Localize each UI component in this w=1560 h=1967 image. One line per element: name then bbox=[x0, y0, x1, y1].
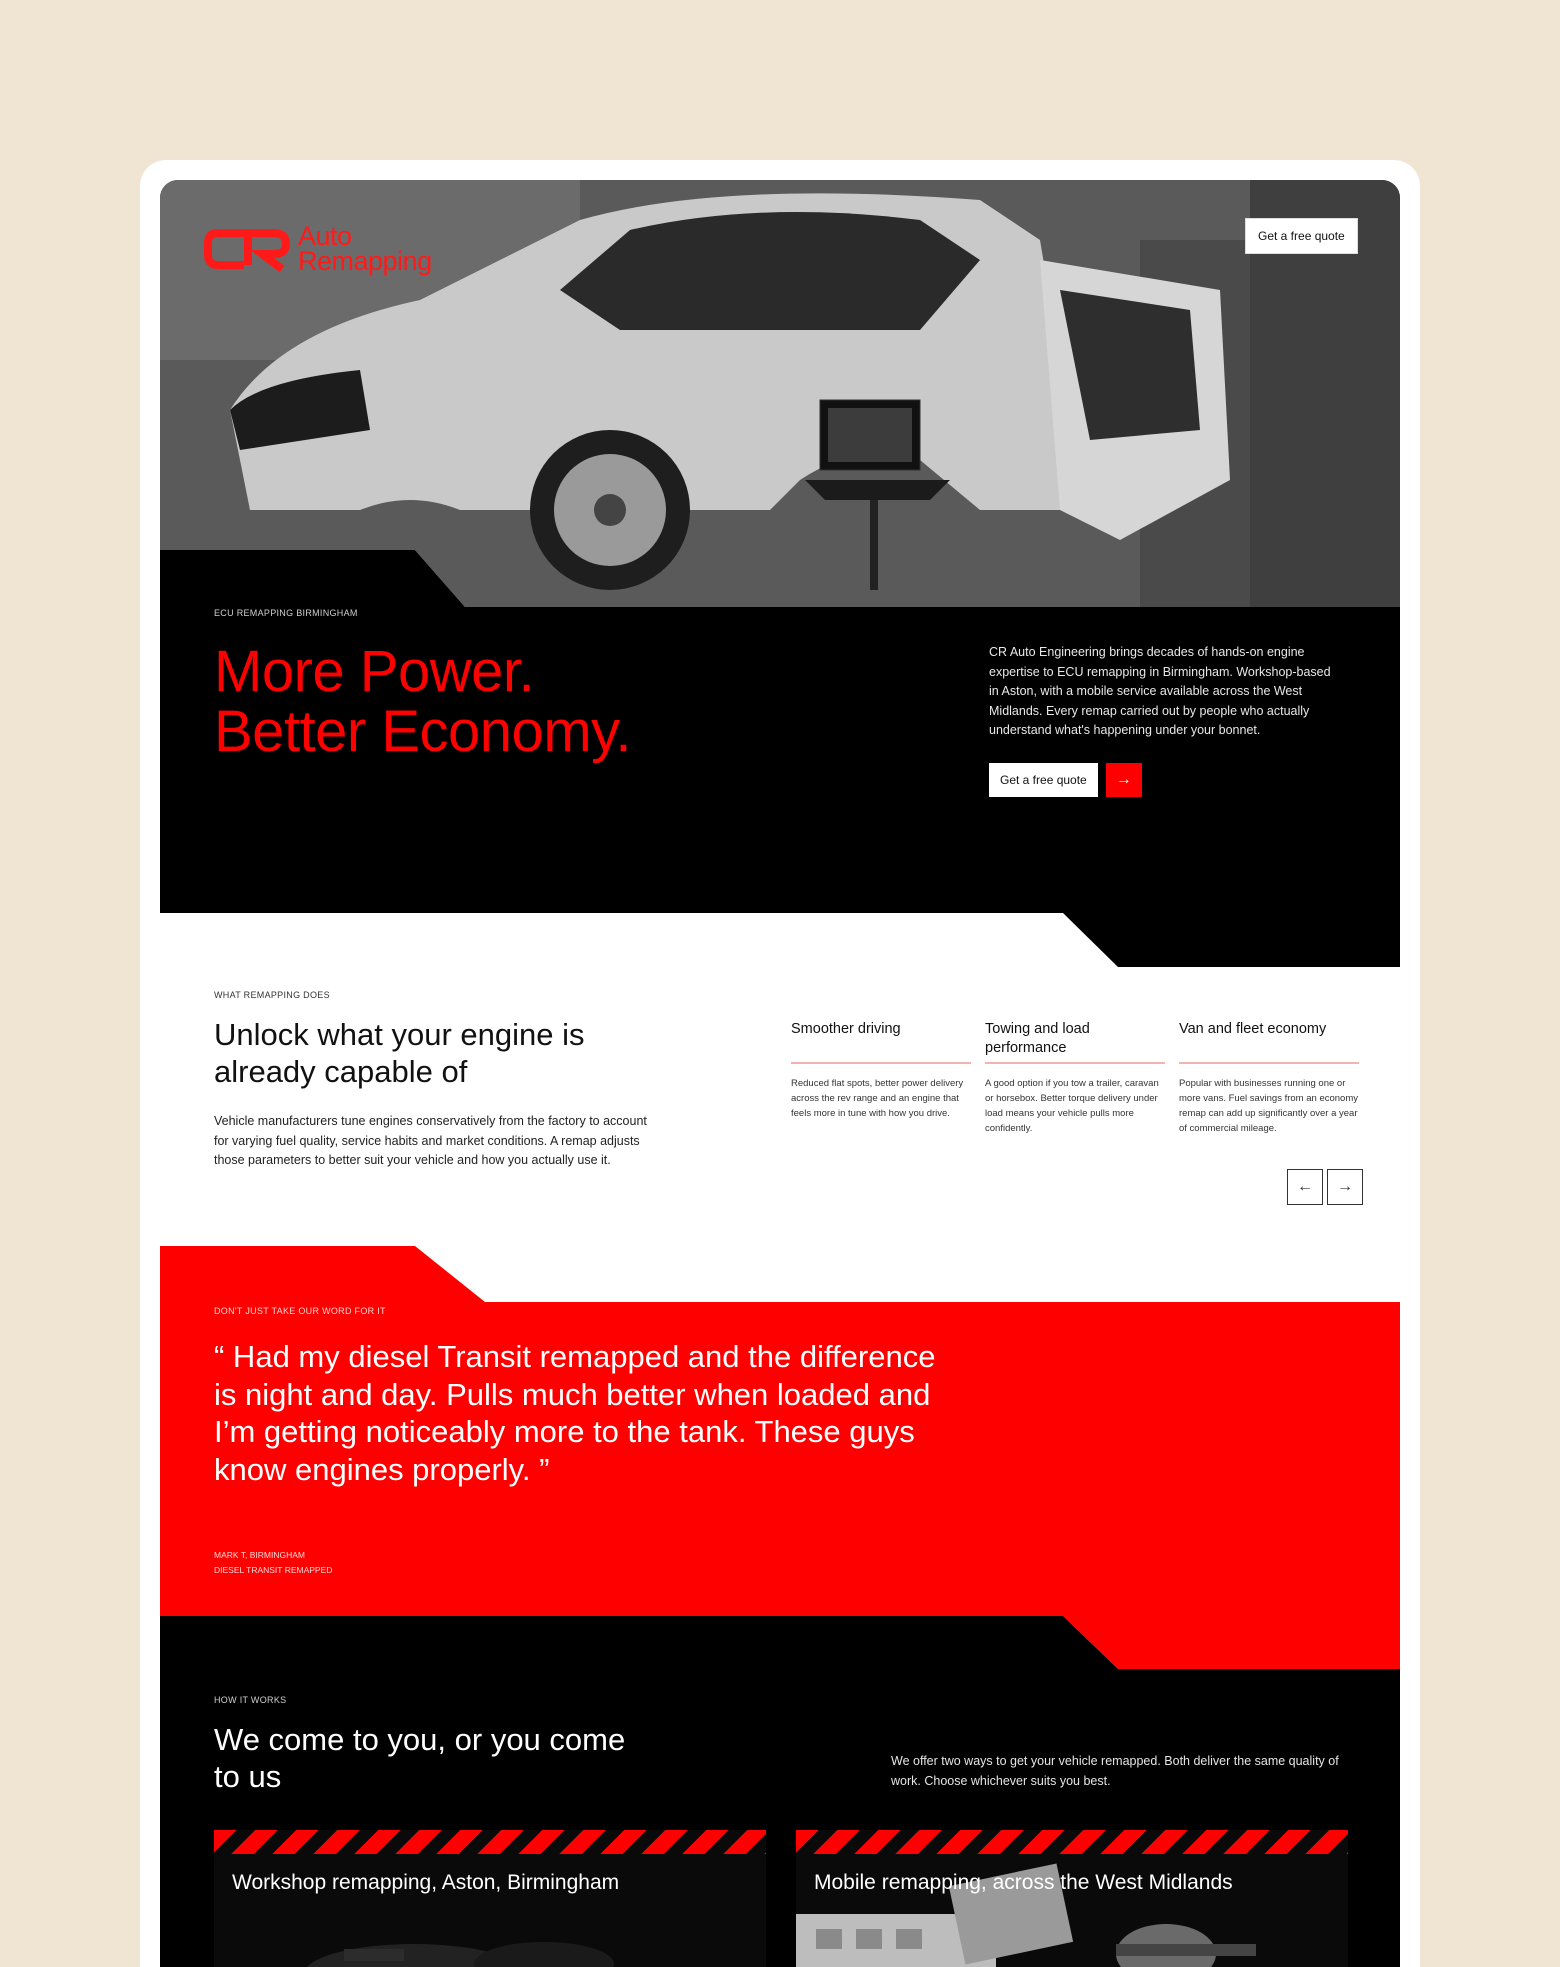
workshop-card-title: Workshop remapping, Aston, Birmingham bbox=[232, 1871, 620, 1894]
mobile-card-body bbox=[796, 1854, 1348, 1967]
hazard-stripes bbox=[796, 1830, 1348, 1854]
feature-title: Smoother driving bbox=[791, 1020, 971, 1064]
testimonial-eyebrow: DON'T JUST TAKE OUR WORD FOR IT bbox=[214, 1306, 386, 1316]
workshop-card[interactable] bbox=[214, 1830, 766, 1967]
workshop-card-body bbox=[214, 1854, 766, 1967]
mobile-card-title: Mobile remapping, across the West Midlands bbox=[814, 1871, 1233, 1894]
website bbox=[160, 180, 1400, 1967]
hero-title-line1: More Power. bbox=[214, 639, 535, 704]
arrow-right-icon: → bbox=[1337, 1178, 1353, 1195]
brand-name bbox=[298, 221, 432, 276]
cr-logo-icon bbox=[204, 225, 290, 273]
how-title: We come to you, or you come to us bbox=[214, 1722, 626, 1794]
features-eyebrow: WHAT REMAPPING DOES bbox=[214, 990, 330, 1000]
testimonial-vehicle: DIESEL TRANSIT REMAPPED bbox=[214, 1565, 333, 1575]
brand-name-line2: Remapping bbox=[298, 246, 432, 276]
feature-card bbox=[791, 1020, 971, 1136]
hero-title bbox=[214, 639, 631, 764]
arrow-left-icon: ← bbox=[1297, 1178, 1313, 1195]
testimonial-author bbox=[214, 1548, 332, 1578]
feature-text: Popular with businesses running one or more vans. Fuel savings from an economy remap can add up significantly over a year of commercial mileage. bbox=[1179, 1078, 1358, 1134]
feature-text: Reduced flat spots, better power delivery across the rev range and an engine that feels more in tune with how you drive. bbox=[791, 1078, 964, 1119]
header-quote-button[interactable]: Get a free quote bbox=[1245, 218, 1358, 254]
feature-carousel bbox=[791, 1020, 1359, 1136]
feature-title: Towing and load performance bbox=[985, 1020, 1165, 1064]
carousel-next-button[interactable] bbox=[1327, 1169, 1363, 1205]
hero-description: CR Auto Engineering brings decades of hands-on engine expertise to ECU remapping in Birmingham. Workshop-based in Aston, with a mobile service available across the West Midlands. Every remap carried out by people who actually understand what's happening under your bonnet. bbox=[989, 645, 1331, 737]
carousel-controls bbox=[1287, 1169, 1363, 1205]
arrow-right-icon: → bbox=[1115, 771, 1132, 788]
hero-actions bbox=[989, 763, 1142, 797]
hero-title-line2: Better Economy. bbox=[214, 699, 631, 764]
hero-quote-button[interactable]: Get a free quote bbox=[989, 763, 1098, 797]
feature-card bbox=[985, 1020, 1165, 1136]
features-description: Vehicle manufacturers tune engines conservatively from the factory to account for varying fuel quality, service habits and market conditions. A remap adjusts those parameters to better suit your vehicle and how you actually use it. bbox=[214, 1114, 647, 1167]
mobile-card[interactable] bbox=[796, 1830, 1348, 1967]
feature-card bbox=[1179, 1020, 1359, 1136]
features-title: Unlock what your engine is already capable of bbox=[214, 1017, 585, 1089]
hazard-stripes bbox=[214, 1830, 766, 1854]
brand-name-line1: Auto bbox=[298, 221, 352, 251]
hero-arrow-button[interactable] bbox=[1106, 763, 1142, 797]
hero-eyebrow: ECU REMAPPING BIRMINGHAM bbox=[214, 608, 358, 618]
testimonial-quote: “ Had my diesel Transit remapped and the difference is night and day. Pulls much better when loaded and I’m getting noticeably more to the tank. These guys know engines properly. ” bbox=[214, 1339, 936, 1487]
carousel-prev-button[interactable] bbox=[1287, 1169, 1323, 1205]
brand-logo[interactable] bbox=[204, 221, 432, 276]
how-description: We offer two ways to get your vehicle remapped. Both deliver the same quality of work. Choose whichever suits you best. bbox=[891, 1754, 1339, 1788]
testimonial-author-name: MARK T, BIRMINGHAM bbox=[214, 1550, 305, 1560]
how-eyebrow: HOW IT WORKS bbox=[214, 1695, 287, 1705]
feature-text: A good option if you tow a trailer, caravan or horsebox. Better torque delivery under load means your vehicle pulls more confidently. bbox=[985, 1078, 1159, 1134]
feature-title: Van and fleet economy bbox=[1179, 1020, 1359, 1064]
